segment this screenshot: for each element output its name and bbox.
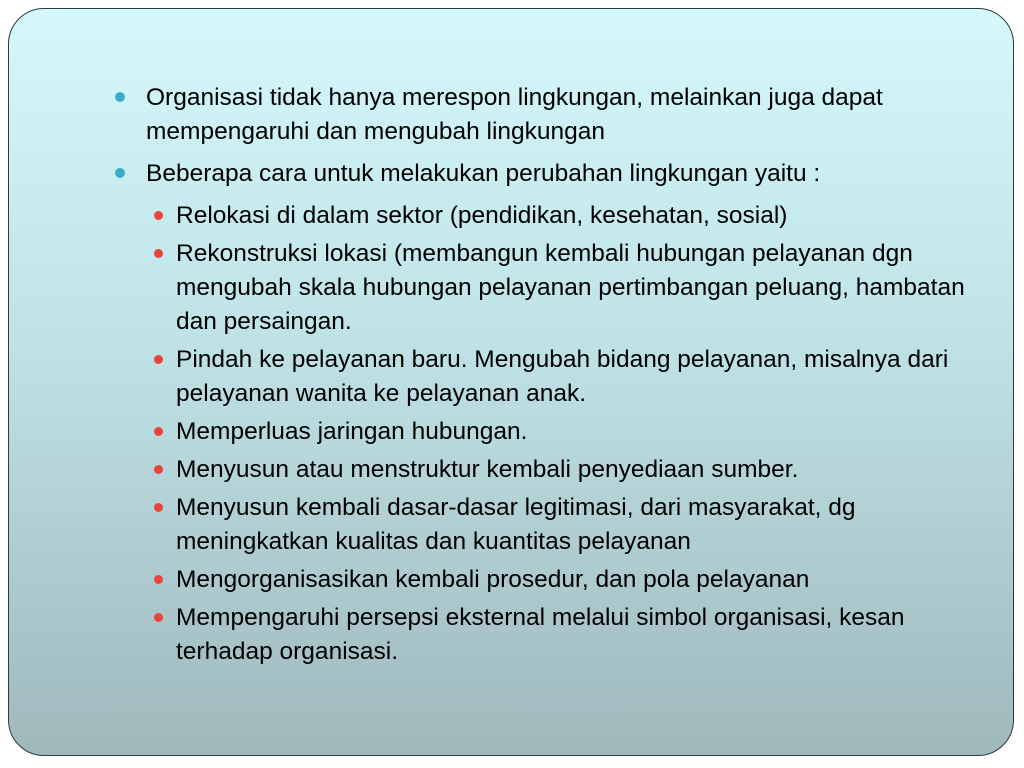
sub-bullet-text: Mengorganisasikan kembali prosedur, dan pola pelayanan xyxy=(176,566,810,593)
sub-bullet-item xyxy=(9,563,1015,597)
sub-bullet-item xyxy=(9,601,1015,669)
bullet-item xyxy=(9,157,1015,191)
bullet-dot-icon xyxy=(115,92,125,102)
sub-bullet-text: Pindah ke pelayanan baru. Mengubah bidang pelayanan, misalnya dari pelayanan wanita ke pelayanan anak. xyxy=(176,346,949,407)
sub-bullet-item xyxy=(9,415,1015,449)
bullet-text: Beberapa cara untuk melakukan perubahan lingkungan yaitu : xyxy=(146,160,821,187)
slide-content xyxy=(9,81,1015,673)
bullet-dot-icon xyxy=(115,168,125,178)
sub-bullet-dot-icon xyxy=(154,249,163,258)
sub-bullet-dot-icon xyxy=(154,211,163,220)
sub-bullet-item xyxy=(9,453,1015,487)
sub-bullet-text: Rekonstruksi lokasi (membangun kembali hubungan pelayanan dgn mengubah skala hubungan pelayanan pertimbangan peluang, hambatan dan persaingan. xyxy=(176,240,965,335)
sub-bullet-item xyxy=(9,491,1015,559)
sub-bullet-dot-icon xyxy=(154,503,163,512)
sub-bullet-text: Menyusun kembali dasar-dasar legitimasi, dari masyarakat, dg meningkatkan kualitas dan kuantitas pelayanan xyxy=(176,494,856,555)
sub-bullet-dot-icon xyxy=(154,613,163,622)
sub-bullet-item xyxy=(9,237,1015,339)
sub-bullet-dot-icon xyxy=(154,575,163,584)
sub-bullet-item xyxy=(9,199,1015,233)
slide-frame xyxy=(8,8,1014,756)
sub-bullet-dot-icon xyxy=(154,427,163,436)
sub-bullet-dot-icon xyxy=(154,465,163,474)
sub-bullet-text: Memperluas jaringan hubungan. xyxy=(176,418,528,445)
sub-bullet-text: Mempengaruhi persepsi eksternal melalui simbol organisasi, kesan terhadap organisasi. xyxy=(176,604,905,665)
sub-bullet-text: Relokasi di dalam sektor (pendidikan, kesehatan, sosial) xyxy=(176,202,788,229)
sub-bullet-text: Menyusun atau menstruktur kembali penyediaan sumber. xyxy=(176,456,799,483)
bullet-item xyxy=(9,81,1015,149)
sub-bullet-item xyxy=(9,343,1015,411)
bullet-text: Organisasi tidak hanya merespon lingkungan, melainkan juga dapat mempengaruhi dan mengubah lingkungan xyxy=(146,84,883,145)
sub-bullet-dot-icon xyxy=(154,355,163,364)
